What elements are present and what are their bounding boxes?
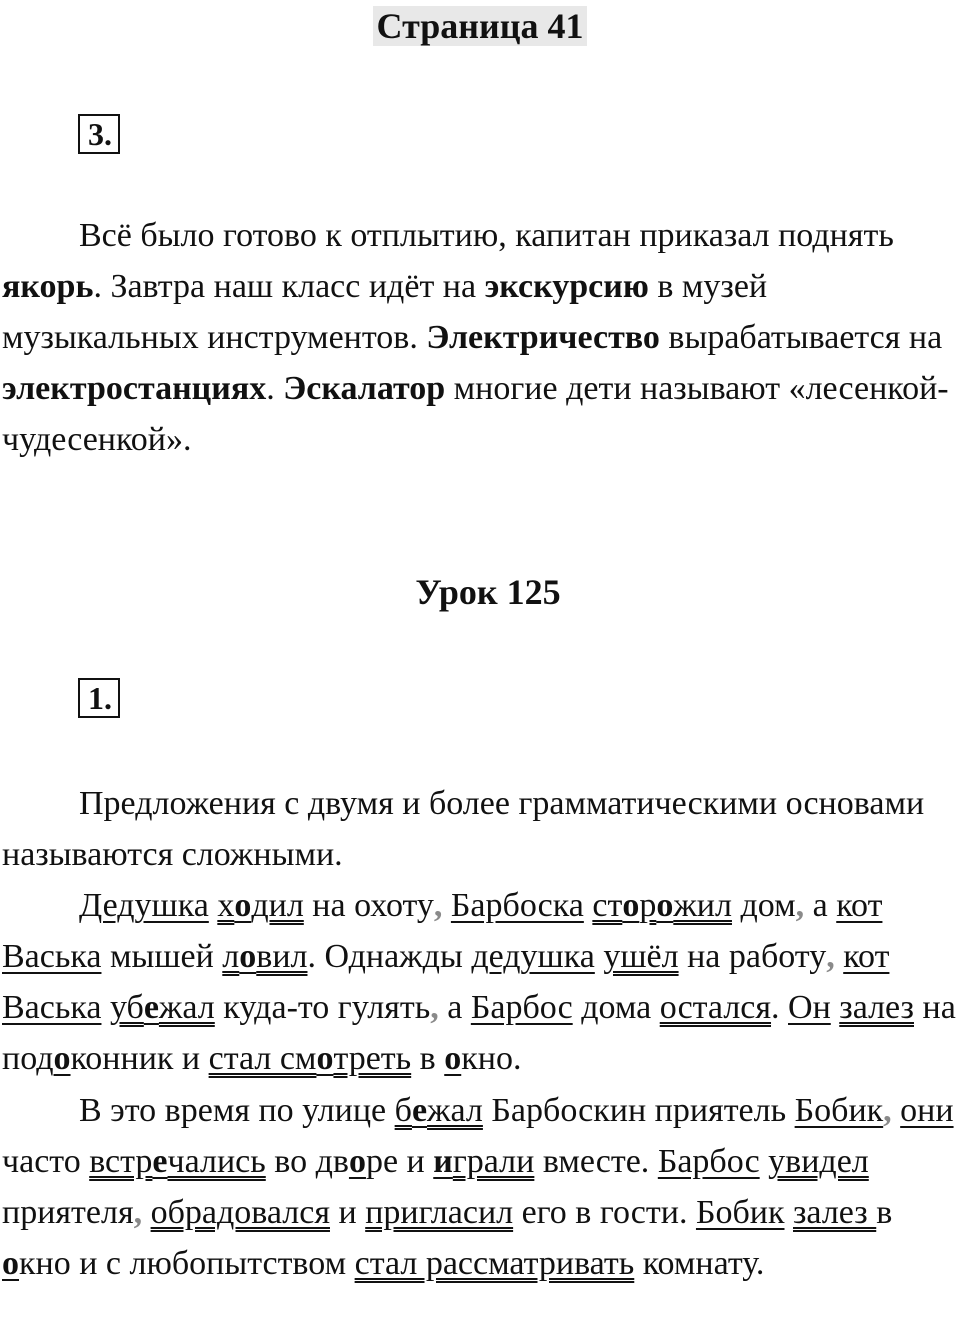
exercise-number: 1. [78, 678, 120, 718]
subject: Барбос [657, 1143, 760, 1180]
subject: Барбос [470, 989, 573, 1026]
subject: Бобик [794, 1092, 884, 1129]
exercise-number: 3. [78, 114, 120, 154]
predicate: грали [452, 1143, 535, 1180]
bold-term: экскурсию [484, 268, 649, 305]
subject: Бобик [695, 1194, 785, 1231]
comma-mark: , [433, 887, 443, 924]
subject: они [900, 1092, 954, 1129]
checked-vowel: о [656, 887, 674, 924]
predicate: дил [251, 887, 304, 924]
predicate: вил [256, 938, 308, 975]
checked-vowel: о [316, 1040, 334, 1077]
predicate: уб [109, 989, 144, 1026]
story-paragraph-1: Дедушка ходил на охоту, Барбоска сторожил дом, а кот Васька мышей ловил. Однажды дедушка ушёл на работу, кот Васька убежал куда-то гулять, а Барбос дома остался. Он залез на подоконник и стал смотреть в окно. [2, 887, 956, 1077]
subject: кот Васька [2, 887, 883, 975]
comma-mark: , [795, 887, 805, 924]
predicate: л [222, 938, 240, 975]
checked-vowel: о [444, 1040, 462, 1077]
exercise-3-text: Всё было готово к отплытию, капитан приказал поднять якорь. Завтра наш класс идёт на экскурсию в музей музыкальных инструментов. Электричество вырабатывается на электростанциях. Эскалатор многие дети называют «лесенкой-чудесенкой». [2, 217, 949, 458]
predicate: увидел [768, 1143, 869, 1180]
bold-term: Электричество [426, 319, 660, 356]
checked-vowel: о [2, 1245, 19, 1282]
bold-term: якорь [2, 268, 94, 305]
comma-mark: , [883, 1092, 892, 1129]
page-title [0, 6, 960, 46]
predicate: треть [333, 1040, 412, 1077]
predicate: б [394, 1092, 412, 1129]
predicate: обрадовался [150, 1194, 330, 1231]
checked-vowel: е [152, 1143, 168, 1180]
page-title-text: Страница 41 [373, 6, 588, 46]
predicate: чались [167, 1143, 266, 1180]
subject: Он [788, 989, 831, 1026]
predicate: ст [592, 887, 623, 924]
subject: дедушка [471, 938, 595, 975]
predicate: залез [839, 989, 914, 1026]
comma-mark: , [133, 1194, 143, 1231]
comma-mark: , [430, 989, 439, 1026]
checked-vowel: е [143, 989, 159, 1026]
predicate: остался [659, 989, 772, 1026]
predicate: залез [793, 1194, 877, 1231]
subject: Барбоска [450, 887, 584, 924]
checked-vowel: о [622, 887, 640, 924]
checked-vowel: е [411, 1092, 428, 1129]
predicate: жал [158, 989, 215, 1026]
bold-term: электростанциях [2, 370, 267, 407]
predicate: стал см [208, 1040, 317, 1077]
lesson-title: Урок 125 [415, 572, 561, 612]
predicate: пригласил [365, 1194, 514, 1231]
predicate: стал рассматривать [354, 1245, 635, 1282]
checked-vowel: о [239, 938, 257, 975]
subject: Дедушка [79, 887, 209, 924]
checked-vowel: о [234, 887, 252, 924]
predicate: жал [427, 1092, 483, 1129]
comma-mark: , [826, 938, 835, 975]
bold-term: Эскалатор [283, 370, 446, 407]
predicate: жил [673, 887, 732, 924]
story-paragraph-2: В это время по улице бежал Барбоскин приятель Бобик, они часто встречались во дворе и играли вместе. Барбос увидел приятеля, обрадовался и пригласил его в гости. Бобик залез в окно и с любопытством стал рассматривать комнату. [2, 1092, 954, 1282]
subject: кот Васька [2, 938, 890, 1026]
predicate: х [217, 887, 235, 924]
predicate: р [639, 887, 657, 924]
rule-text: Предложения с двумя и более грамматическими основами называются сложными. [2, 785, 925, 873]
predicate: ушёл [603, 938, 679, 975]
checked-vowel: о [348, 1143, 366, 1180]
checked-vowel: и [433, 1143, 453, 1180]
checked-vowel: о [53, 1040, 71, 1077]
predicate: встр [89, 1143, 153, 1180]
